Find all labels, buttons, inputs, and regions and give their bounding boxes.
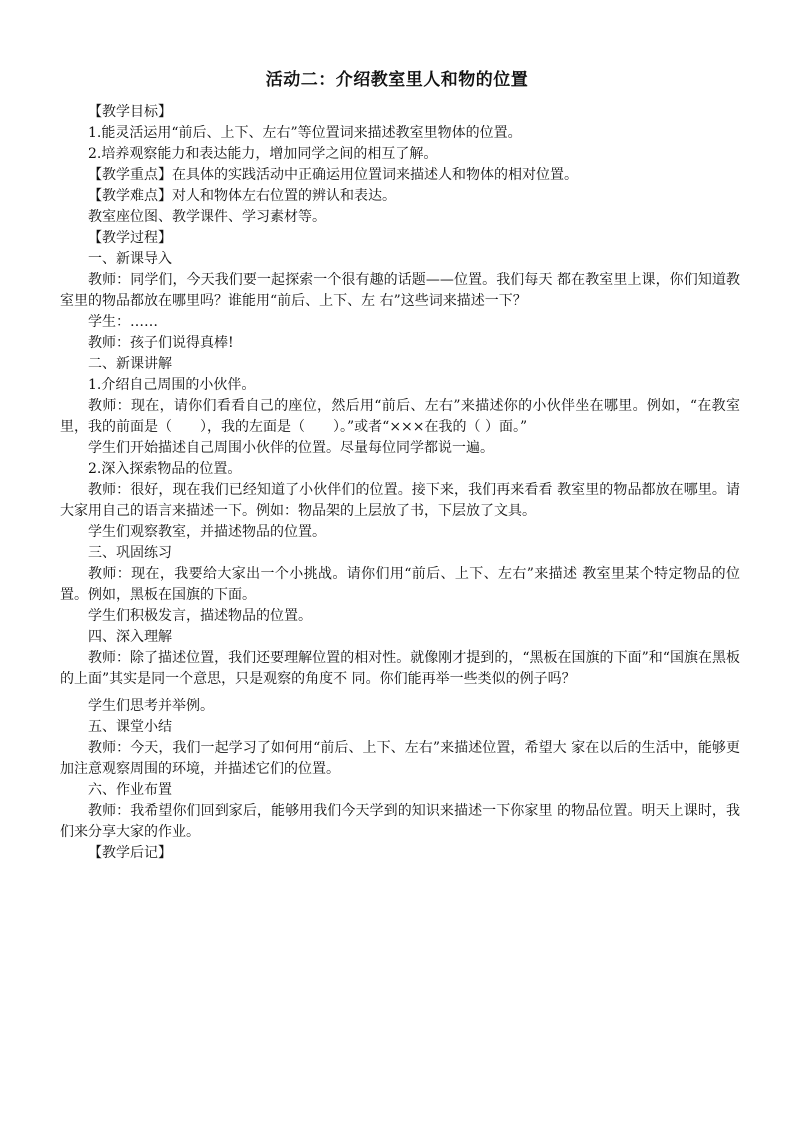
teaching-goals-heading: 【教学目标】: [88, 104, 172, 120]
teaching-process-heading: 【教学过程】: [88, 230, 172, 246]
section-3-heading: 三、巩固练习: [88, 545, 172, 561]
teaching-key-point: 【教学重点】在具体的实践活动中正确运用位置词来描述人和物体的相对位置。: [88, 167, 578, 183]
section-4-teacher-paragraph: 教师：除了描述位置，我们还要理解位置的相对性。就像刚才提到的，“黑板在国旗的下面”和“国旗在黑板的上面”其实是同一个意思，只是观察的角度不 同。你们能再举一些类似的例子吗？: [60, 650, 740, 687]
section-3-teacher-paragraph: 教师：现在，我要给大家出一个小挑战。请你们用“前后、上下、左右”来描述 教室里某个特定物品的位置。例如，黑板在国旗的下面。: [60, 566, 740, 603]
section-1-teacher-paragraph: 教师：同学们，今天我们要一起探索一个很有趣的话题——位置。我们每天 都在教室里上课，你们知道教室里的物品都放在哪里吗？谁能用“前后、上下、左 右”这些词来描述一下？: [60, 272, 740, 309]
section-1-student-line: 学生：……: [88, 314, 158, 330]
section-1-heading: 一、新课导入: [88, 251, 172, 267]
section-6-heading: 六、作业布置: [88, 782, 172, 798]
section-1-teacher-praise: 教师：孩子们说得真棒!: [88, 335, 234, 351]
section-4-heading: 四、深入理解: [88, 629, 172, 645]
teaching-materials: 教室座位图、教学课件、学习素材等。: [88, 209, 326, 225]
section-3-students-line: 学生们积极发言，描述物品的位置。: [88, 608, 312, 624]
section-2-teacher-paragraph-1: 教师：现在，请你们看看自己的座位，然后用“前后、左右”来描述你的小伙伴坐在哪里。例如，“在教室里，我的前面是（ ），我的左面是（ ）。”或者“×××在我的（ ）面。”: [60, 398, 740, 435]
document-body: [60, 102, 740, 864]
goal-item-2: 2.培养观察能力和表达能力，增加同学之间的相互了解。: [88, 146, 438, 162]
section-2-heading: 二、新课讲解: [88, 356, 172, 372]
section-2-students-line-1: 学生们开始描述自己周围小伙伴的位置。尽量每位同学都说一遍。: [88, 440, 494, 456]
section-4-students-line: 学生们思考并举例。: [88, 698, 214, 714]
section-2-subheading-2: 2.深入探索物品的位置。: [88, 461, 242, 477]
section-5-heading: 五、课堂小结: [88, 719, 172, 735]
section-2-teacher-paragraph-2: 教师：很好，现在我们已经知道了小伙伴们的位置。接下来，我们再来看看 教室里的物品都放在哪里。请大家用自己的语言来描述一下。例如：物品架的上层放了书，下层放了文具。: [60, 482, 740, 519]
document-title: 活动二：介绍教室里人和物的位置: [265, 70, 529, 90]
teaching-difficulty: 【教学难点】对人和物体左右位置的辨认和表达。: [88, 188, 396, 204]
section-2-subheading-1: 1.介绍自己周围的小伙伴。: [88, 377, 256, 393]
section-5-teacher-paragraph: 教师：今天，我们一起学习了如何用“前后、上下、左右”来描述位置，希望大 家在以后的生活中，能够更加注意观察周围的环境，并描述它们的位置。: [60, 740, 740, 777]
section-2-students-line-2: 学生们观察教室，并描述物品的位置。: [88, 524, 326, 540]
goal-item-1: 1.能灵活运用“前后、上下、左右”等位置词来描述教室里物体的位置。: [88, 125, 522, 141]
section-6-teacher-paragraph: 教师：我希望你们回到家后，能够用我们今天学到的知识来描述一下你家里 的物品位置。明天上课时，我们来分享大家的作业。: [60, 803, 740, 840]
teaching-afterword-heading: 【教学后记】: [88, 845, 172, 861]
